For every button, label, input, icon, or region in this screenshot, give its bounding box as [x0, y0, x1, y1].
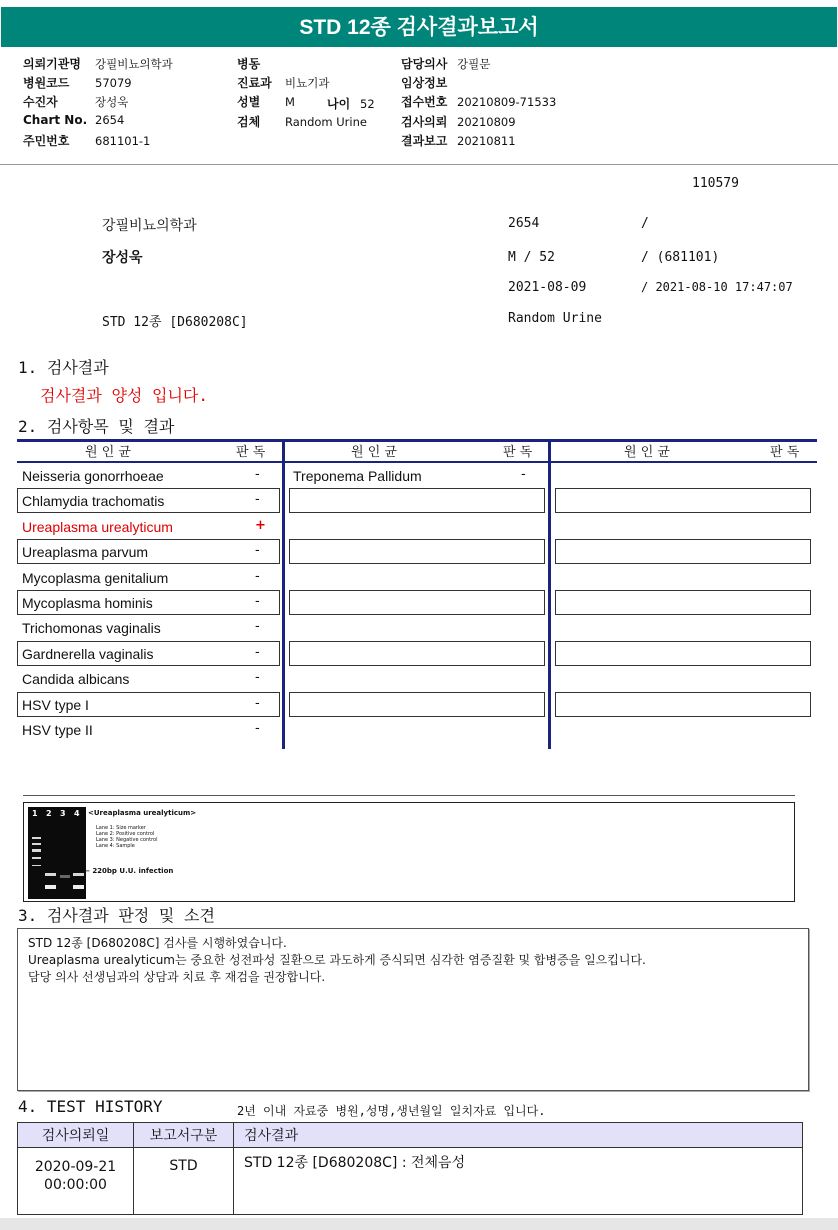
empty-row-box [289, 590, 545, 615]
empty-row-box [289, 539, 545, 564]
header-field [23, 74, 132, 91]
organism-result: - [255, 670, 260, 686]
gel-title: <Ureaplasma urealyticum> [88, 809, 197, 817]
header-field-label: 수진자 [23, 95, 58, 109]
summary-id: / (681101) [641, 250, 720, 265]
gel-legend-item: Lane 4: Sample [96, 843, 135, 849]
empty-row-box [555, 488, 811, 513]
header-field-value: 681101-1 [95, 134, 151, 148]
report-code: 110579 [692, 176, 739, 191]
header-field-value: 20210811 [457, 134, 516, 148]
gel-lane-label: 1 [32, 809, 38, 818]
gel-legend-item: Lane 3: Negative control [96, 837, 158, 843]
header-field [401, 113, 516, 130]
table-col-divider [282, 439, 285, 749]
header-field-label: 접수번호 [401, 95, 448, 109]
summary-test: STD 12종 [D680208C] [102, 315, 248, 330]
table-header-judgment: 판 독 [503, 445, 533, 460]
organism-name: Treponema Pallidum [293, 468, 422, 484]
organism-name: Ureaplasma urealyticum [22, 518, 173, 535]
header-field-value: 57079 [95, 76, 132, 90]
header-field-label: 주민번호 [23, 134, 70, 148]
organism-result: - [255, 619, 260, 635]
empty-row-box [289, 692, 545, 717]
header-field-label: 의뢰기관명 [23, 57, 81, 71]
empty-row-box [555, 641, 811, 666]
gel-arrow-label: 220bp U.U. infection [92, 867, 174, 875]
organism-name: Mycoplasma genitalium [22, 569, 169, 586]
history-col-result: 검사결과 [234, 1123, 803, 1148]
history-type: STD [134, 1148, 234, 1215]
footer-strip [0, 1218, 838, 1230]
organism-result: - [255, 594, 260, 609]
organism-result: - [255, 695, 260, 711]
divider [23, 795, 795, 796]
table-col-divider [548, 439, 551, 749]
report-title: STD 12종 검사결과보고서 [1, 7, 837, 47]
gel-image [23, 802, 795, 902]
history-time: 00:00:00 [44, 1177, 107, 1193]
organism-result: - [255, 721, 260, 736]
header-field [237, 74, 329, 91]
header-field-value: 비뇨기과 [285, 76, 330, 90]
header-field-value: Random Urine [285, 115, 367, 129]
gel-photo [28, 807, 86, 899]
organism-result: - [255, 543, 260, 559]
header-field [401, 132, 516, 149]
overall-result: 검사결과 양성 입니다. [40, 386, 209, 405]
opinion-line: STD 12종 [D680208C] 검사를 시행하였습니다. [28, 936, 287, 950]
empty-row-box [289, 488, 545, 513]
table-header-line [17, 461, 817, 463]
organism-name: Mycoplasma hominis [22, 595, 153, 611]
section-2-title: 2. 검사항목 및 결과 [18, 417, 175, 436]
organism-name: Ureaplasma parvum [22, 544, 149, 561]
opinion-line: 담당 의사 선생님과의 상담과 치료 후 재검을 권장합니다. [28, 970, 326, 984]
gel-lane-label: 3 [60, 809, 66, 818]
organism-name: HSV type I [22, 696, 89, 713]
history-col-type: 보고서구분 [134, 1123, 234, 1148]
section-4-title: 4. TEST HISTORY [18, 1097, 163, 1116]
organism-name: HSV type II [22, 722, 93, 738]
gel-legend-item: Lane 2: Positive control [96, 831, 155, 837]
history-note: 2년 이내 자료중 병원,성명,생년월일 일치자료 입니다. [237, 1104, 546, 1118]
organism-result: - [521, 467, 526, 482]
summary-slash: / [641, 216, 649, 231]
organism-name: Trichomonas vaginalis [22, 620, 161, 637]
table-header-judgment: 판 독 [236, 445, 266, 460]
table-top-line [17, 439, 817, 442]
table-header-organism: 원 인 균 [351, 445, 397, 460]
history-col-date: 검사의뢰일 [18, 1123, 134, 1148]
age-label: 나이 [327, 97, 351, 111]
header-field [23, 113, 124, 127]
header-field [23, 93, 128, 110]
header-field-value: 2654 [95, 113, 125, 127]
header-field-label: 병원코드 [23, 76, 70, 90]
history-row [18, 1148, 803, 1215]
organism-result: - [255, 492, 260, 508]
summary-date-report: / 2021-08-10 17:47:07 [641, 280, 793, 294]
header-field [401, 74, 457, 91]
header-field-value: M [285, 95, 295, 109]
header-field [401, 93, 556, 110]
table-header-judgment: 판 독 [770, 445, 800, 460]
opinion-line: Ureaplasma urealyticum는 중요한 성전파성 질환으로 과도하게 증식되면 심각한 염증질환 및 합병증을 일으킵니다. [28, 953, 646, 967]
header-field-value: 20210809 [457, 115, 516, 129]
header-field [237, 93, 295, 110]
history-date: 2020-09-21 [34, 1159, 117, 1175]
header-field-label: 임상정보 [401, 76, 448, 90]
summary-clinic: 강필비뇨의학과 [102, 218, 197, 234]
empty-row-box [555, 539, 811, 564]
summary-sex-age: M / 52 [508, 250, 555, 265]
empty-row-box [555, 692, 811, 717]
header-field-value: 장성욱 [95, 95, 129, 109]
section-3-title: 3. 검사결과 판정 및 소견 [18, 906, 215, 925]
header-field-label: 담당의사 [401, 57, 448, 71]
header-field-label: 병동 [237, 57, 261, 71]
summary-date-request: 2021-08-09 [508, 280, 587, 295]
header-field-value: 강필문 [457, 57, 491, 71]
gel-lane-label: 2 [46, 809, 52, 818]
summary-patient: 장성욱 [102, 250, 143, 266]
header-field [401, 55, 490, 72]
header-field-label: 검사의뢰 [401, 115, 448, 129]
summary-specimen: Random Urine [508, 311, 602, 326]
gel-legend-item: Lane 1: Size marker [96, 825, 146, 831]
organism-result: - [255, 568, 260, 584]
opinion-box [17, 928, 809, 1091]
summary-chart: 2654 [508, 216, 540, 231]
table-header-organism: 원 인 균 [624, 445, 670, 460]
header-field-value: 강필비뇨의학과 [95, 57, 173, 71]
gel-arrow: ← 220bp U.U. infection [84, 867, 174, 875]
organism-result: - [255, 467, 260, 482]
gel-lane-label: 4 [74, 809, 80, 818]
empty-row-box [289, 641, 545, 666]
table-header-organism: 원 인 균 [85, 445, 131, 460]
header-field [237, 55, 285, 72]
organism-name: Gardnerella vaginalis [22, 645, 154, 662]
organism-name: Neisseria gonorrhoeae [22, 468, 164, 484]
header-field [23, 55, 173, 72]
history-table [17, 1122, 803, 1215]
organism-result: - [255, 644, 260, 660]
header-field-label: 검체 [237, 115, 261, 129]
report-header [0, 47, 838, 165]
history-result: STD 12종 [D680208C] : 전체음성 [234, 1148, 803, 1215]
age-value: 52 [360, 97, 375, 111]
organism-name: Chlamydia trachomatis [22, 493, 165, 510]
header-field-value: 20210809-71533 [457, 95, 557, 109]
header-field [23, 132, 150, 149]
header-field-label: 진료과 [237, 76, 272, 90]
header-field-label: 결과보고 [401, 134, 448, 148]
empty-row-box [555, 590, 811, 615]
organism-result: + [255, 517, 266, 533]
section-1-title: 1. 검사결과 [18, 358, 109, 377]
header-field-label: 성별 [237, 95, 261, 109]
header-field [237, 113, 367, 130]
organism-name: Candida albicans [22, 671, 130, 688]
header-field-label: Chart No. [23, 113, 88, 127]
